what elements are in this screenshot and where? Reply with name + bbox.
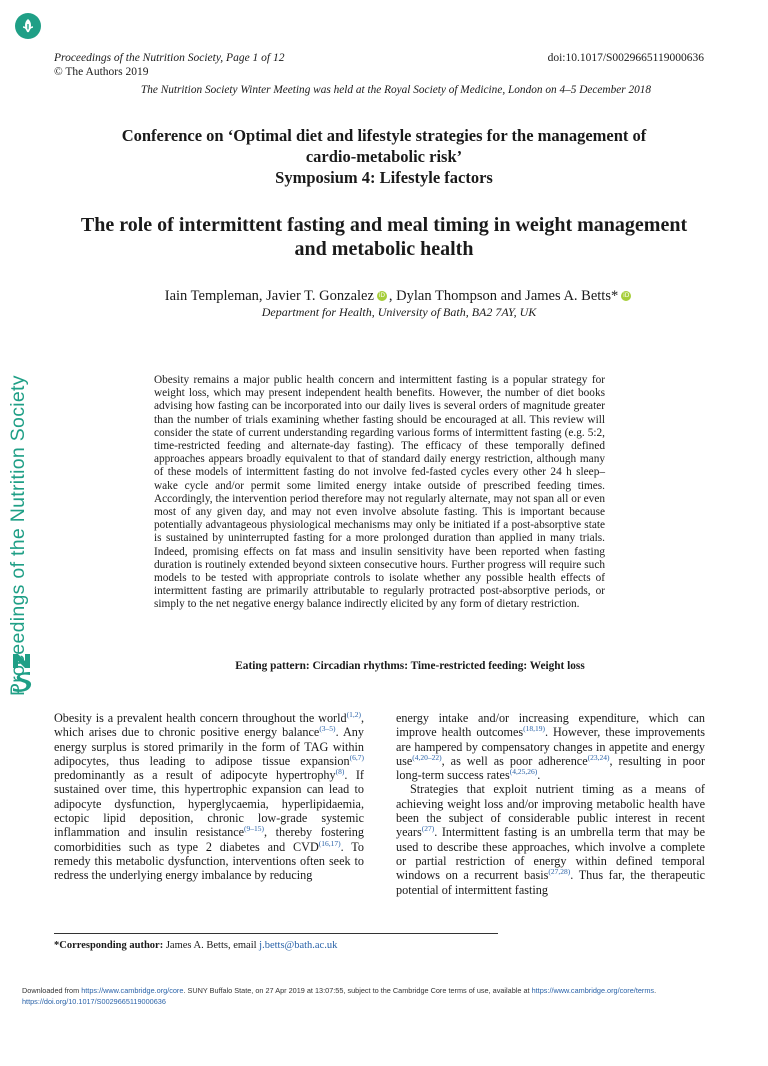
abstract: Obesity remains a major public health concern and intermittent fasting is a popular strategy for weight loss, which may present independent health benefits. However, the number of diet books advising how fasting can be incorporated into our daily lives is several orders of magnitude greater than the number of trials examining whether fasting should be encouraged at all. This review will consider the state of current understanding regarding various forms of intermittent fasting (e.g. 5:2, time-restricted feeding and alternate-day fasting). The efficacy of these temporally defined approaches appears broadly equivalent to that of standard daily energy restriction, although many of these models of intermittent fasting do not involve fed-fasted cycles every other 24 h sleep–wake cycle and/or permit some limited energy intake outside of prescribed feeding times. Accordingly, the intervention period therefore may not regularly alternate, may not span all or even most of any given day, and may not even involve absolute fasting. This is important because potentially advantageous physiological mechanisms may only be initiated if a post-absorptive state is sustained by uninterrupted fasting for a more prolonged duration than applied in many trials. Indeed, promising effects on fat mass and insulin sensitivity have been reported when fasting duration is routinely extended beyond sixteen consecutive hours. Further progress will require such models to be tested with appropriate controls to isolate whether any possible health effects of intermittent fasting are primarily attributable to regularly protracted post-absorptive periods, or simply to the net negative energy balance indirectly elicited by any form of dietary restriction.	[154, 374, 605, 611]
authors-part-1: Iain Templeman, Javier T. Gonzalez	[164, 288, 374, 304]
symposium-line: Symposium 4: Lifestyle factors	[275, 168, 493, 187]
conference-heading	[80, 125, 688, 188]
email-link[interactable]: j.betts@bath.ac.uk	[259, 940, 338, 951]
text: , which arises due to chronic positive energy balance	[54, 711, 364, 740]
citation-link[interactable]: (16,17)	[318, 838, 341, 848]
text: Strategies that exploit nutrient timing as a means of achieving weight loss and/or improving metabolic health have been the subject of considerable public interest in recent years	[396, 782, 705, 840]
text: . If sustained over time, this hypertrophic expansion can lead to adipocyte dysfunction, hyperglycaemia, hyperlipidaemia, ectopic lipid deposition, chronic low-grade systemic inflammation and insulin resistance	[54, 768, 364, 840]
citation-link[interactable]: (9–15)	[244, 824, 265, 834]
author-list	[0, 288, 768, 305]
citation-link[interactable]: (4,20–22)	[412, 752, 442, 762]
paper-title	[60, 213, 708, 261]
paragraph	[396, 782, 705, 896]
text: . To remedy this metabolic dysfunction, interventions often seek to redress the underlying energy imbalance by reducing	[54, 839, 364, 883]
text: .	[537, 768, 541, 783]
citation-link[interactable]: (1,2)	[346, 709, 361, 719]
footnote-divider	[54, 933, 498, 934]
text: . Thus far, the therapeutic potential of intermittent fasting	[396, 868, 705, 897]
text: . However, these improvements are hampered by compensatory changes in appetite and energy use	[396, 725, 705, 768]
text: , as well as poor adherence	[441, 753, 588, 768]
paragraph	[396, 711, 705, 782]
citation-link[interactable]: (4,25,26)	[509, 767, 538, 777]
journal-header	[54, 51, 285, 79]
copyright: © The Authors 2019	[54, 66, 149, 78]
citation-link[interactable]: (8)	[335, 767, 345, 777]
authors-part-2: , Dylan Thompson and James A. Betts*	[388, 288, 619, 304]
journal-line: Proceedings of the Nutrition Society, Page 1 of 12	[54, 52, 285, 64]
download-notice	[22, 985, 752, 1007]
affiliation: Department for Health, University of Bath, BA2 7AY, UK	[261, 305, 537, 319]
text: . Intermittent fasting is an umbrella term that may be used to describe these approaches, which involve a complete or partial restriction of energy within defined temporal windows on a recurrent basis	[396, 825, 705, 883]
meeting-note: The Nutrition Society Winter Meeting was held at the Royal Society of Medicine, London on 4–5 December 2018	[140, 84, 652, 96]
text: , thereby fostering comorbidities such as type 2 diabetes and CVD	[54, 825, 364, 854]
open-access-icon	[15, 13, 41, 39]
text: Downloaded from	[22, 986, 82, 995]
citation-link[interactable]: (6,7)	[349, 752, 364, 762]
doi: doi:10.1017/S0029665119000636	[547, 52, 704, 64]
citation-link[interactable]: (27,28)	[548, 867, 571, 877]
text: Obesity is a prevalent health concern throughout the world	[54, 711, 347, 725]
title-line-2: and metabolic health	[294, 238, 474, 260]
body-column-right	[396, 711, 705, 897]
text: , resulting in poor long-term success rates	[396, 753, 705, 783]
text: predominantly as a result of adipocyte hypertrophy	[54, 768, 336, 783]
sidebar-title-text: Proceedings of the Nutrition Society	[7, 375, 29, 696]
text: . SUNY Buffalo State, on 27 Apr 2019 at 13:07:55, subject to the Cambridge Core terms of use, available at	[183, 986, 532, 995]
keywords: Eating pattern: Circadian rhythms: Time-restricted feeding: Weight loss	[235, 660, 585, 672]
orcid-icon[interactable]: iD	[378, 291, 386, 299]
footnote-label: *Corresponding author:	[54, 940, 164, 951]
paragraph	[54, 711, 364, 883]
conference-line-1: Conference on ‘Optimal diet and lifestyle strategies for the management of	[121, 126, 647, 145]
citation-link[interactable]: (27)	[421, 824, 435, 834]
citation-link[interactable]: (23,24)	[587, 752, 610, 762]
body-column-left	[54, 711, 364, 883]
orcid-icon[interactable]: iD	[623, 291, 630, 299]
footnote-text: James A. Betts, email	[163, 940, 260, 951]
sidebar-journal-title	[7, 375, 41, 1066]
cambridge-core-link[interactable]: https://www.cambridge.org/core	[81, 986, 184, 995]
corresponding-author-footnote	[54, 940, 337, 951]
doi-link[interactable]: https://doi.org/10.1017/S0029665119000636	[22, 997, 166, 1006]
conference-line-2: cardio-metabolic risk’	[305, 147, 463, 166]
citation-link[interactable]: (3–5)	[319, 724, 336, 734]
citation-link[interactable]: (18,19)	[523, 724, 545, 734]
text: .	[654, 986, 657, 995]
terms-link[interactable]: https://www.cambridge.org/core/terms	[531, 986, 655, 995]
title-line-1: The role of intermittent fasting and meal timing in weight management	[80, 214, 688, 236]
text: . Any energy surplus is stored primarily in the form of TAG within adipocytes, thus leading to adipose tissue expansion	[54, 725, 364, 768]
text: energy intake and/or increasing expenditure, which can improve health outcomes	[396, 711, 705, 740]
